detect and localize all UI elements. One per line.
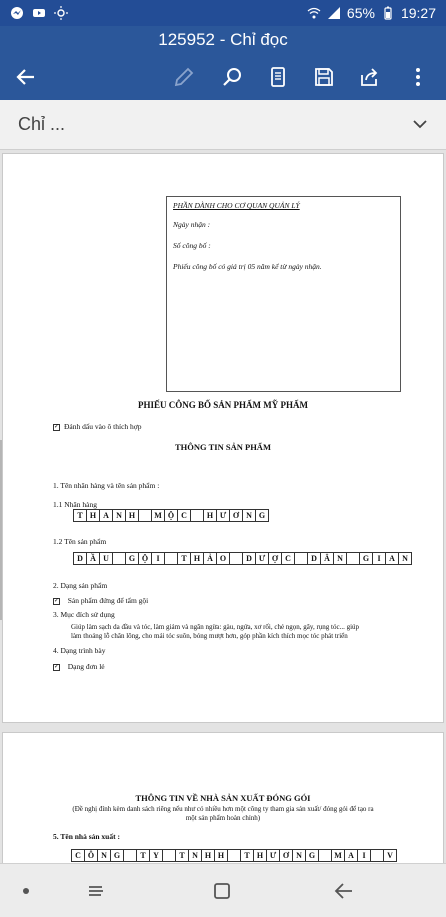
item-4-option: ✓ Dạng đơn lẻ [54,662,105,671]
checkbox-icon: ✓ [54,663,60,670]
letter-box: Ả [203,552,217,565]
authority-box-title: PHẦN DÀNH CHO CƠ QUAN QUẢN LÝ [173,201,300,210]
letter-box: N [398,552,412,565]
letter-box: D [73,552,87,565]
letter-box: N [112,509,126,522]
letter-box: V [383,849,397,862]
search-button[interactable] [216,61,248,93]
manufacturer-note-1: (Đề nghị đính kèm danh sách riêng nếu như có nhiều hơn một công ty tham gia sản xuất/ đóng gói để tạo ra [72,805,374,813]
letter-box [346,552,360,565]
letter-box: G [305,849,319,862]
system-nav-bar [0,863,446,917]
letter-box: Ơ [229,509,243,522]
letter-box [123,849,137,862]
letter-box [294,552,308,565]
letter-box [190,509,204,522]
share-button[interactable] [354,61,386,93]
letter-box [370,849,384,862]
dot-icon [14,879,38,903]
letter-box: Y [149,849,163,862]
letter-box: D [242,552,256,565]
document-viewport[interactable] [0,150,446,863]
document-page-2 [2,732,444,863]
manufacturer-title: THÔNG TIN VỀ NHÀ SẢN XUẤT ĐÓNG GÓI [135,793,311,803]
share-icon [358,65,382,89]
letter-box: Ợ [268,552,282,565]
receive-date-field: Ngày nhận : [173,220,211,229]
toolbar [0,54,446,100]
letter-box: G [125,552,139,565]
checkbox-icon: ✓ [54,597,60,604]
letter-box: N [333,552,347,565]
back-arrow-icon [332,879,356,903]
letter-box [164,552,178,565]
letter-box: C [71,849,85,862]
item-5: 5. Tên nhà sản xuất : [53,832,120,841]
letter-box: A [99,509,113,522]
item-4: 4. Dạng trình bày [53,646,106,655]
item-1-1: 1.1 Nhãn hàng [53,500,97,509]
more-options-button[interactable] [402,61,434,93]
edit-button[interactable] [168,61,200,93]
reading-view-button[interactable] [262,61,294,93]
wifi-icon [307,6,321,20]
chevron-down-icon[interactable] [412,116,428,132]
letter-box [318,849,332,862]
letter-box: H [125,509,139,522]
letter-box: M [151,509,165,522]
battery-level: 65% [346,5,375,21]
letter-box: N [97,849,111,862]
product-letter-boxes [73,552,411,565]
system-back-button[interactable] [330,877,358,905]
home-button[interactable] [208,877,236,905]
letter-box: U [99,552,113,565]
letter-box: N [292,849,306,862]
letter-box: N [188,849,202,862]
save-icon [312,65,336,89]
letter-box: H [201,849,215,862]
main-title: PHIẾU CÔNG BỐ SẢN PHẨM MỸ PHẨM [138,400,308,410]
item-2-option: ✓ Sản phẩm đứng để tẩm gội [54,596,149,605]
letter-box: D [307,552,321,565]
letter-box: Ư [216,509,230,522]
letter-box: C [281,552,295,565]
check-note: ✓ Đánh dấu vào ô thích hợp [54,422,142,431]
recent-apps-icon [84,879,108,903]
item-2: 2. Dạng sản phẩm [53,581,108,590]
letter-box [112,552,126,565]
status-bar [0,0,446,26]
letter-box: T [136,849,150,862]
search-icon [220,65,244,89]
letter-box: T [175,849,189,862]
letter-box: H [190,552,204,565]
letter-box: G [359,552,373,565]
announce-number-field: Số công bố : [173,241,211,250]
letter-box [162,849,176,862]
document-page-1 [2,153,444,723]
letter-box: Ư [255,552,269,565]
letter-box [138,509,152,522]
letter-box: Ầ [86,552,100,565]
letter-box: I [372,552,386,565]
letter-box: A [385,552,399,565]
letter-box: O [216,552,230,565]
validity-note: Phiếu công bố có giá trị 05 năm kể từ ngày nhận. [173,262,322,271]
document-title: 125952 - Chỉ đọc [0,26,446,54]
item-1-2: 1.2 Tên sản phẩm [53,537,107,546]
letter-box: H [253,849,267,862]
letter-box: H [214,849,228,862]
letter-box: Ư [266,849,280,862]
letter-box: H [203,509,217,522]
brand-letter-boxes [73,509,268,522]
letter-box: I [357,849,371,862]
letter-box: Ơ [279,849,293,862]
manufacturer-note-2: một sản phẩm hoàn chỉnh) [185,814,261,822]
arrow-left-icon [14,65,38,89]
item-1: 1. Tên nhãn hàng và tên sản phẩm : [53,481,160,490]
letter-box: A [344,849,358,862]
letter-box: Ộ [138,552,152,565]
brightness-icon [54,6,68,20]
letter-box: M [331,849,345,862]
authority-box [166,196,401,392]
save-button[interactable] [308,61,340,93]
item-3: 3. Mục đích sử dụng [53,610,115,619]
letter-box [229,552,243,565]
recent-apps-button[interactable] [82,877,110,905]
battery-icon [381,6,395,20]
back-button[interactable] [10,61,42,93]
purpose-line-2: làm thoáng lỗ chân lông, cho mái tóc suôn, bóng mượt hơn, góp phần kích thích mọc tóc phát triển [71,632,348,640]
more-vertical-icon [406,65,430,89]
letter-box: G [110,849,124,862]
company-letter-boxes [71,849,396,862]
letter-box: N [242,509,256,522]
clock: 19:27 [400,5,436,21]
letter-box: Ộ [164,509,178,522]
purpose-line-1: Giúp làm sạch da đầu và tóc, làm giảm và ngăn ngừa: gàu, ngứa, xơ rối, chẻ ngọn, gãy, rụng tóc... giúp [71,623,360,631]
product-info-title: THÔNG TIN SẢN PHẨM [175,442,271,452]
letter-box: T [240,849,254,862]
checkbox-icon: ✓ [54,423,60,430]
signal-icon [327,6,341,20]
letter-box [227,849,241,862]
letter-box: Â [320,552,334,565]
letter-box: C [177,509,191,522]
section-selector[interactable] [0,100,446,150]
nav-dot-button[interactable] [12,877,40,905]
letter-box: T [73,509,87,522]
home-square-icon [210,879,234,903]
phone-layout-icon [266,65,290,89]
section-label: Chỉ ... [18,114,66,134]
letter-box: H [86,509,100,522]
letter-box: T [177,552,191,565]
youtube-icon [32,6,46,20]
pencil-icon [172,65,196,89]
letter-box: I [151,552,165,565]
messenger-icon [10,6,24,20]
letter-box: Ô [84,849,98,862]
letter-box: G [255,509,269,522]
